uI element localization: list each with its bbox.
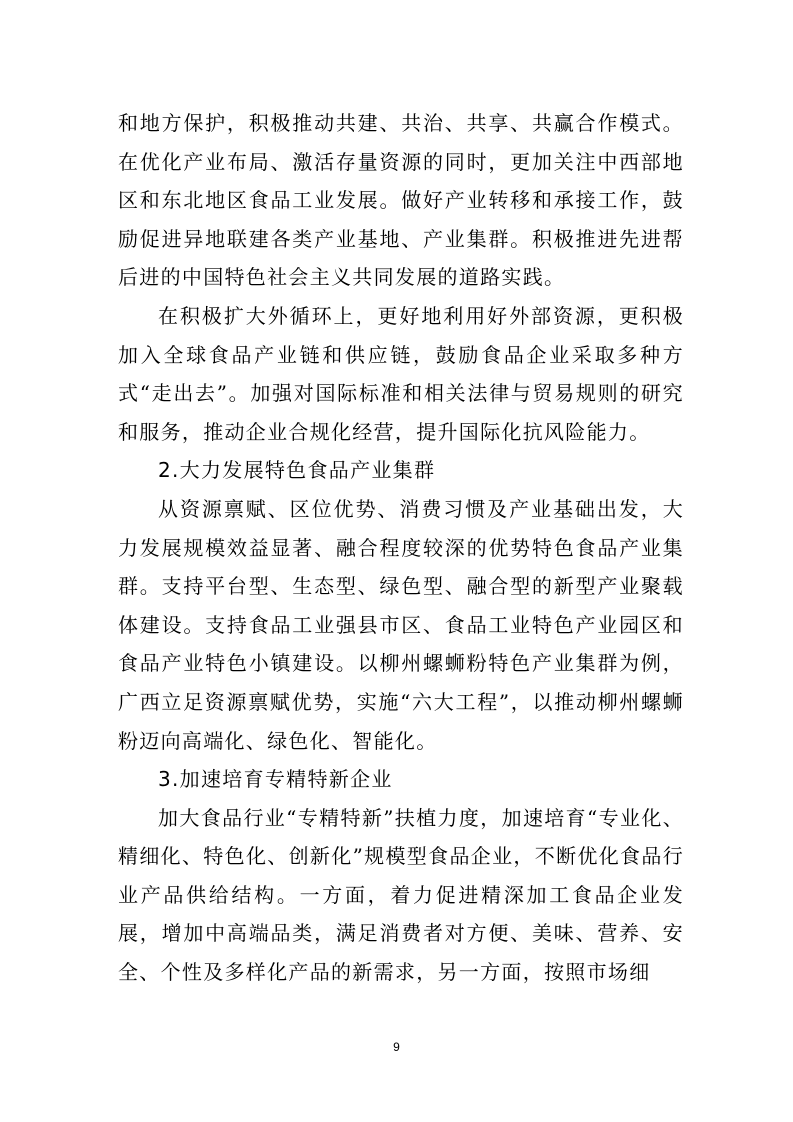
body-text — [118, 104, 684, 992]
paragraph-2: 在积极扩大外循环上，更好地利用好外部资源，更积极加入全球食品产业链和供应链，鼓励食品企业采取多种方式“走出去”。加强对国际标准和相关法律与贸易规则的研究和服务，推动企业合规化经营，提升国际化抗风险能力。 — [118, 303, 684, 444]
paragraph-1: 和地方保护，积极推动共建、共治、共享、共赢合作模式。在优化产业布局、激活存量资源的同时，更加关注中西部地区和东北地区食品工业发展。做好产业转移和承接工作，鼓励促进异地联建各类产业基地、产业集群。积极推进先进帮后进的中国特色社会主义共同发展的道路实践。 — [118, 111, 684, 290]
section-heading-2: 2.大力发展特色食品产业集群 — [158, 458, 436, 483]
page-number: 9 — [393, 1040, 400, 1054]
section-heading-3: 3.加速培育专精特新企业 — [158, 767, 393, 792]
paragraph-3: 从资源禀赋、区位优势、消费习惯及产业基础出发，大力发展规模效益显著、融合程度较深的优势特色食品产业集群。支持平台型、生态型、绿色型、融合型的新型产业聚载体建设。支持食品工业强县市区、食品工业特色产业园区和食品产业特色小镇建设。以柳州螺蛳粉特色产业集群为例，广西立足资源禀赋优势，实施“六大工程”，以推动柳州螺蛳粉迈向高端化、绿色化、智能化。 — [118, 496, 684, 753]
paragraph-4: 加大食品行业“专精特新”扶植力度，加速培育“专业化、精细化、特色化、创新化”规模型食品企业，不断优化食品行业产品供给结构。一方面，着力促进精深加工食品企业发展，增加中高端品类，满足消费者对方便、美味、营养、安全、个性及多样化产品的新需求，另一方面，按照市场细 — [118, 805, 684, 985]
